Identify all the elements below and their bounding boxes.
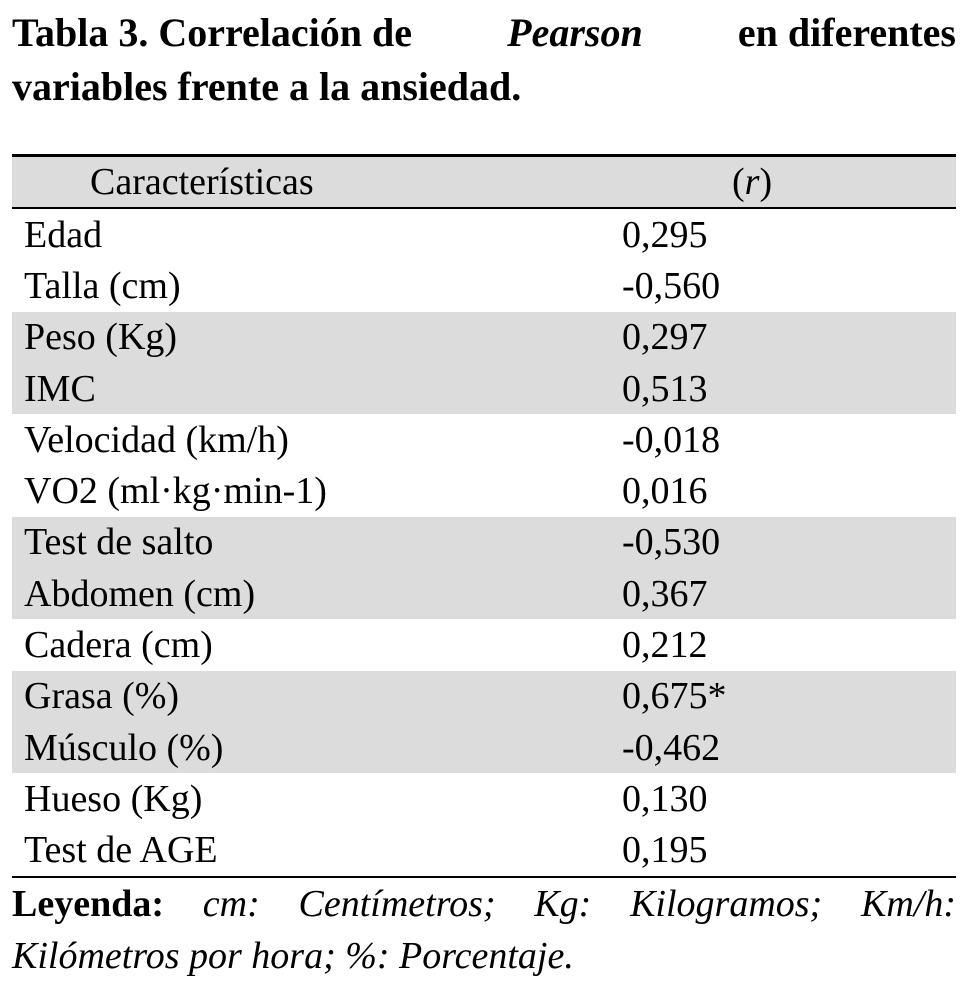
correlation-table [12,154,956,878]
row-value: 0,513 [622,367,708,410]
row-value: -0,462 [622,726,721,769]
row-value: 0,016 [622,470,708,513]
title-italic-word: Pearson [507,10,643,55]
table-body [12,209,956,876]
row-value: 0,212 [622,624,708,667]
legend-text: cm: Centímetros; Kg: Kilogramos; Km/h: Kilómetros por hora; %: Porcentaje. [12,883,956,977]
row-label: Velocidad (km/h) [24,418,289,461]
table-row [12,568,956,619]
table-title [12,6,956,114]
row-label: Test de salto [24,521,214,564]
table-row [12,517,956,568]
table-row [12,260,956,311]
row-label: Talla (cm) [24,264,181,307]
row-value: 0,195 [622,829,708,872]
legend-label: Leyenda: [12,883,164,925]
row-value: 0,367 [622,572,708,615]
table-row [12,414,956,465]
table-legend [12,878,956,982]
table-row [12,773,956,824]
title-line-1 [12,6,956,60]
row-value: -0,560 [622,264,721,307]
table-row [12,671,956,722]
row-label: Test de AGE [24,829,218,872]
row-label: Hueso (Kg) [24,777,203,820]
table-row [12,209,956,260]
header-characteristics: Características [90,161,314,203]
title-suffix: en diferentes [737,10,956,55]
table-row [12,465,956,516]
row-value: 0,295 [622,213,708,256]
header-r: (r) [732,161,773,203]
table-header [12,157,956,209]
table-row [12,825,956,876]
row-value: -0,018 [622,418,721,461]
row-label: Músculo (%) [24,726,224,769]
row-label: IMC [24,367,96,410]
title-line-2: variables frente a la ansiedad. [12,64,522,109]
row-label: Edad [24,213,103,256]
table-row [12,312,956,363]
row-value: 0,130 [622,777,708,820]
table-row [12,722,956,773]
title-prefix: Tabla 3. Correlación de [12,10,413,55]
row-label: Cadera (cm) [24,624,213,667]
row-label: VO2 (ml·kg·min-1) [24,470,327,513]
row-value: -0,530 [622,521,721,564]
row-label: Peso (Kg) [24,316,178,359]
row-label: Grasa (%) [24,675,180,718]
row-value: 0,297 [622,316,708,359]
table-row [12,619,956,670]
row-value: 0,675* [622,675,727,718]
row-label: Abdomen (cm) [24,572,256,615]
table-row [12,363,956,414]
